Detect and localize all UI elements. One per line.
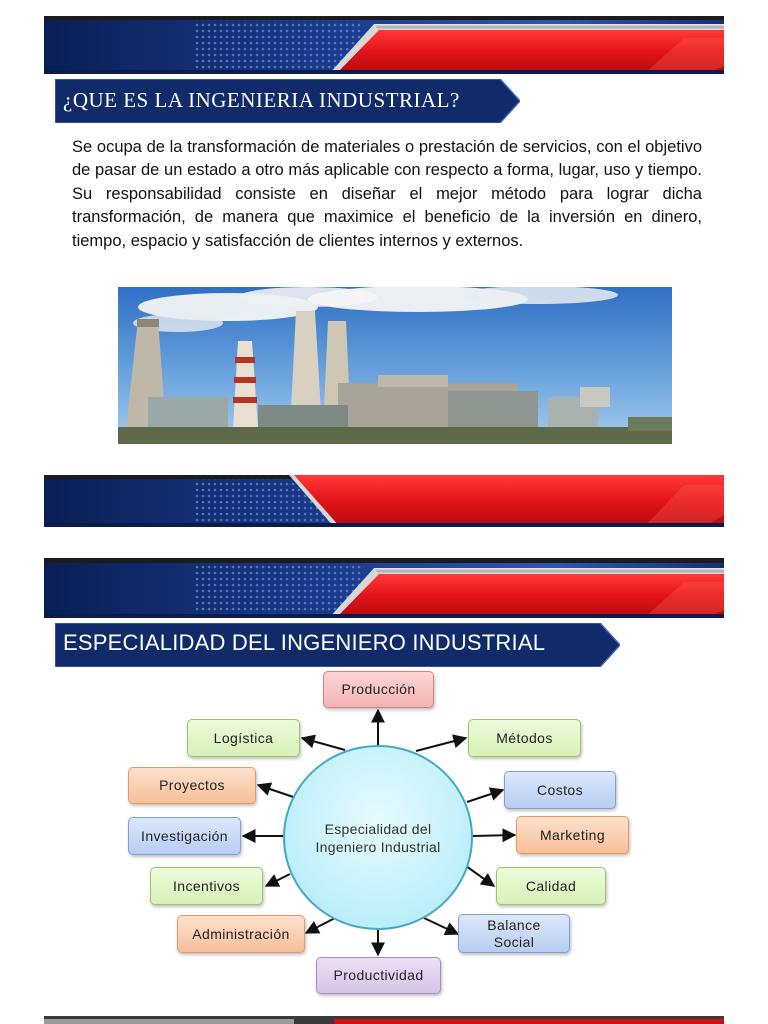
bottom-banner-edge <box>44 1016 724 1024</box>
arrow-costos <box>467 790 503 802</box>
center-label: Especialidad del Ingeniero Industrial <box>315 820 441 855</box>
arrow-balance-social <box>424 918 458 934</box>
node-balance-social: Balance Social <box>458 914 570 953</box>
node-investigacion: Investigación <box>128 817 241 855</box>
section-title-2: ESPECIALIDAD DEL INGENIERO INDUSTRIAL <box>63 630 546 655</box>
node-proyectos: Proyectos <box>128 767 256 804</box>
arrow-incentivos <box>266 874 290 886</box>
arrow-calidad <box>466 866 494 886</box>
node-logistica: Logística <box>187 719 300 757</box>
arrow-logistica <box>302 738 345 750</box>
node-productividad: Productividad <box>316 957 441 994</box>
node-administracion: Administración <box>177 915 305 953</box>
node-incentivos: Incentivos <box>150 867 263 905</box>
arrow-metodos <box>416 738 466 751</box>
arrow-marketing <box>473 835 515 836</box>
center-specialty-circle <box>283 745 473 930</box>
node-calidad: Calidad <box>496 867 606 905</box>
node-costos: Costos <box>504 771 616 809</box>
node-metodos: Métodos <box>468 719 581 757</box>
section-title: ¿QUE ES LA INGENIERIA INDUSTRIAL? <box>63 88 460 112</box>
node-marketing: Marketing <box>516 816 629 854</box>
node-produccion: Producción <box>323 671 434 708</box>
definition-paragraph: Se ocupa de la transformación de materiales o prestación de servicios, con el objetivo de pasar de un estado a otro más aplicable con respecto a forma, lugar, uso y tiempo. Su responsabilidad consiste en diseñar el mejor método para lograr dicha transformación, de manera que maximice el beneficio de la inversión en dinero, tiempo, espacio y satisfacción de clientes internos y externos. <box>72 138 702 250</box>
arrow-administracion <box>306 918 335 933</box>
